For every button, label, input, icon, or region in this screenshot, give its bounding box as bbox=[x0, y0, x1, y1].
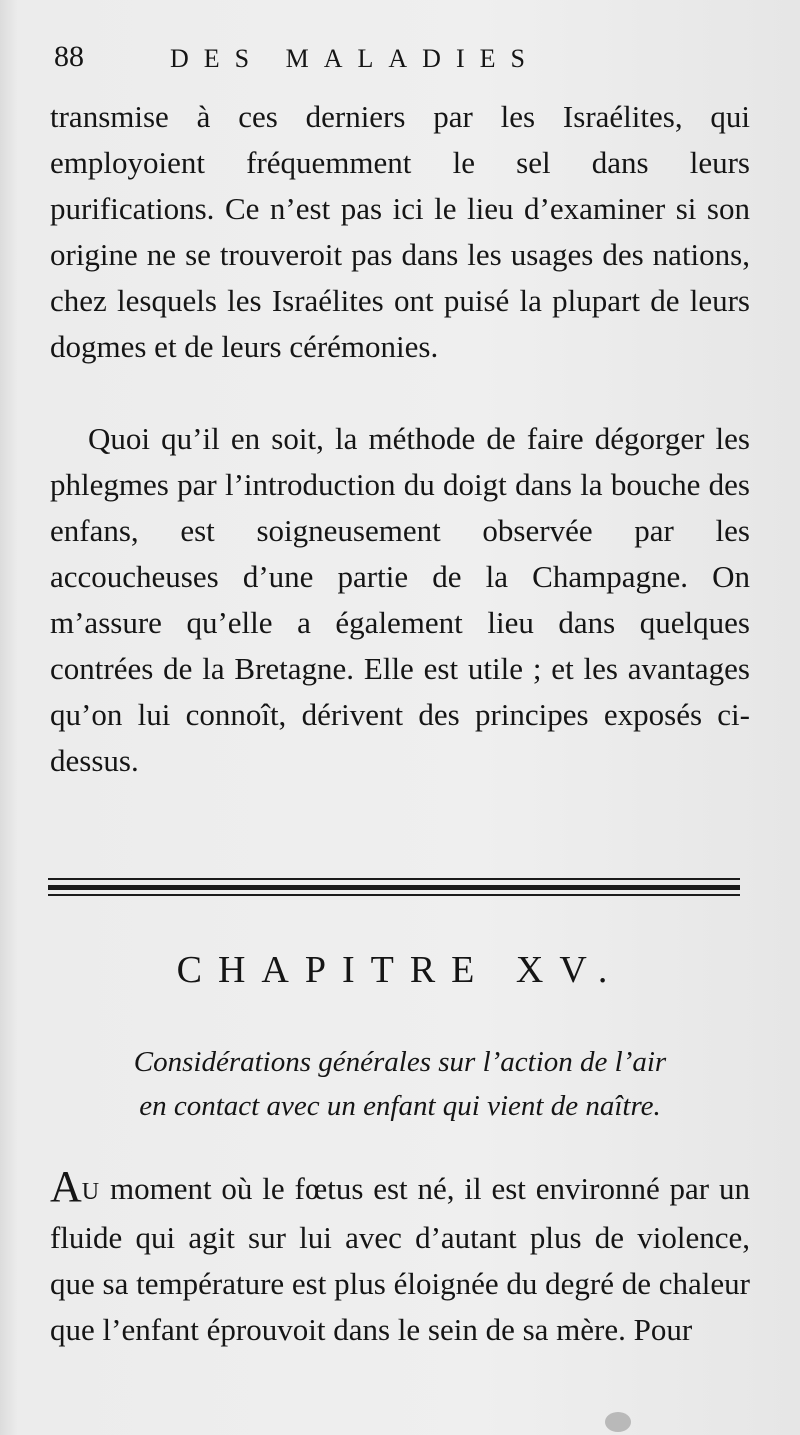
paragraph-chapter-opening-text: moment où le fœtus est né, il est environné par un fluide qui agit sur lui avec d’autant plus de violence, que sa température est plus éloignée du degré de chaleur que l’enfant éprouvoit dans le sein de sa mère. Pour bbox=[50, 1171, 750, 1347]
paragraph-quoi-quil-en-soit: Quoi qu’il en soit, la méthode de faire dégorger les phlegmes par l’introduction du doigt dans la bouche des enfans, est soigneusement observée par les accoucheuses d’une partie de la Champagne. On m’assure qu’elle a également lieu dans quelques contrées de la Bretagne. Elle est utile ; et les avantages qu’on lui connoît, dérivent des principes exposés ci-dessus. bbox=[50, 421, 750, 778]
page-header bbox=[30, 36, 770, 82]
small-cap-letter: U bbox=[81, 1179, 101, 1205]
page-number: 88 bbox=[54, 40, 84, 73]
paragraph-chapter-opening bbox=[50, 1162, 750, 1353]
divider-rule-top bbox=[48, 878, 740, 880]
divider-rule-thick bbox=[48, 885, 740, 890]
page-blemish bbox=[605, 1412, 631, 1432]
divider-rule-bottom bbox=[48, 894, 740, 896]
drop-cap: A bbox=[50, 1162, 82, 1211]
chapter-title: CHAPITRE XV. bbox=[176, 949, 624, 991]
chapter-subtitle bbox=[50, 1040, 750, 1128]
running-head: DES MALADIES bbox=[170, 44, 540, 73]
paragraph-continuation: transmise à ces derniers par les Israélites, qui employoient fréquemment le sel dans leurs purifications. Ce n’est pas ici le lieu d’examiner si son origine ne se trouveroit pas dans les usages des nations, chez lesquels les Israélites ont puisé la plupart de leurs dogmes et de leurs cérémonies. bbox=[50, 99, 750, 364]
chapter-subtitle-line-1: Considérations générales sur l’action de l’air bbox=[133, 1046, 667, 1078]
chapter-subtitle-line-2: en contact avec un enfant qui vient de naître. bbox=[139, 1090, 661, 1122]
